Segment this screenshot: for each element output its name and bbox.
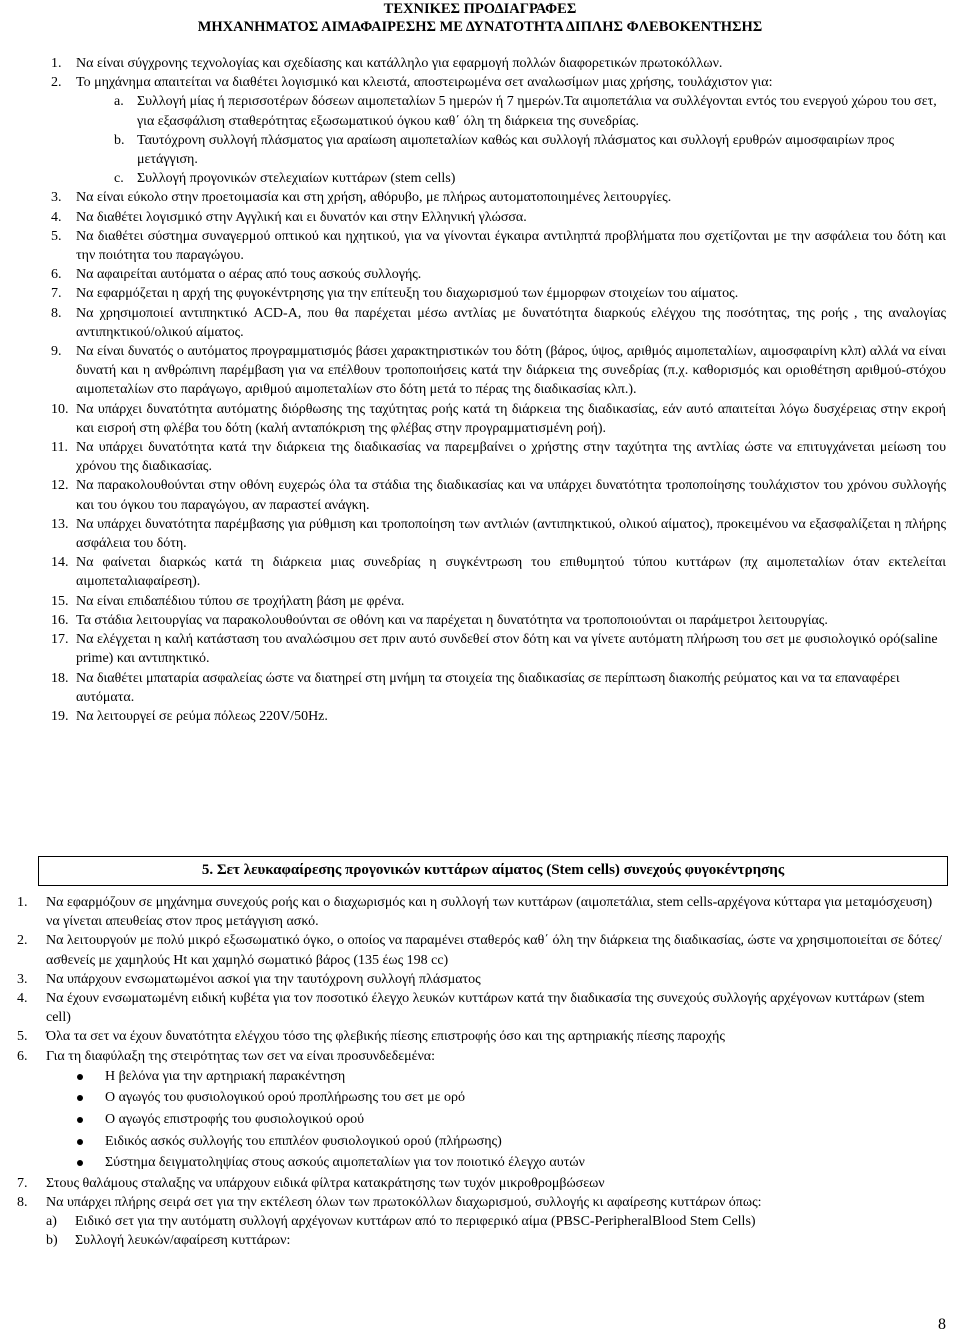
item-text: Να είναι εύκολο στην προετοιμασία και στη χρήση, αθόρυβο, με πλήρως αυτοματοποιημένες λειτουργίες.	[76, 190, 672, 206]
list-item	[0, 592, 960, 611]
list-item	[0, 611, 960, 630]
list-item	[0, 208, 960, 227]
item-text: Συλλογή μίας ή περισσοτέρων δόσεων αιμοπεταλίων 5 ημερών ή 7 ημερών.Τα αιμοπετάλια να συλλέγονται εντός του ενεργού χώρου του σετ, για εξασφάλιση σταθερότητας εξωσωματικού όγκου καθ΄ όλη τη διάρκεια της συνεδρίας.	[137, 94, 937, 129]
bullet-icon	[77, 1160, 83, 1166]
list-item	[0, 284, 960, 303]
item-text: Το μηχάνημα απαιτείται να διαθέτει λογισμικό και κλειστά, αποστειρωμένα σετ αναλωσίμων μιας χρήσης, τουλάχιστον για:	[76, 75, 773, 91]
list-sub-item	[0, 169, 960, 188]
item-text: Να εφαρμόζουν σε μηχάνημα συνεχούς ροής και ο διαχωρισμός και η συλλογή των κυττάρων (αιμοπετάλια, stem cells-αρχέγονα κύτταρα για μεταμόσχευση) να γίνεται απευθείας στον προς μετάγγιση ασκό.	[46, 895, 933, 930]
item-number: 18.	[51, 670, 69, 686]
item-number: 9.	[51, 344, 62, 360]
list-item	[0, 893, 960, 931]
item-text: Να εφαρμόζεται η αρχή της φυγοκέντρησης για την επίτευξη του διαχωρισμού των έμμορφων στοιχείων του αίματος.	[76, 286, 739, 302]
bullet-icon	[77, 1074, 83, 1080]
item-number: 10.	[51, 401, 69, 417]
bullet-text: Ειδικός ασκός συλλογής του επιπλέον φυσιολογικού ορού (πλήρωσης)	[105, 1133, 502, 1149]
item-number: 2.	[17, 933, 28, 949]
item-number: 19.	[51, 708, 69, 724]
list-sub-item	[0, 1212, 960, 1231]
item-letter: c.	[114, 171, 124, 187]
page-number: 8	[938, 1316, 946, 1333]
item-number: 2.	[51, 75, 62, 91]
list-item	[0, 476, 960, 514]
list-sub-item	[0, 131, 960, 169]
item-number: 7.	[17, 1175, 28, 1191]
item-number: 7.	[51, 286, 62, 302]
list-item	[0, 553, 960, 591]
item-number: 1.	[51, 56, 62, 71]
item-text: Να ελέγχεται η καλή κατάσταση του αναλώσιμου σετ πριν αυτό συνδεθεί στον δότη και να γίνετε αυτόματη πλήρωση του σετ με φυσιολογικό ορό(saline prime) και αντιπηκτικό.	[76, 632, 938, 667]
item-text: Να υπάρχουν ενσωματωμένοι ασκοί για την ταυτόχρονη συλλογή πλάσματος	[46, 971, 481, 987]
item-text: Τα στάδια λειτουργίας να παρακολουθούνται σε οθόνη και να παρέχεται η δυνατότητα να τροποποιούνται οι παράμετροι λειτουργίας.	[76, 612, 828, 628]
item-number: 14.	[51, 555, 69, 571]
item-number: 6.	[51, 267, 62, 283]
list-item	[0, 188, 960, 207]
item-text: Να υπάρχει δυνατότητα αυτόματης διόρθωσης της ταχύτητας ροής κατά τη διάρκεια της διαδικασίας, εάν αυτό απαιτείται λόγω δυσχέρειας στην εκροή και εισροή στη φλέβα του δότη (καλή ανταπόκριση της φλέβας στην προγραμματισμένη ροή).	[76, 401, 946, 436]
item-text: Να υπάρχει δυνατότητα παρέμβασης για ρύθμιση και τροποποίηση των αντλιών (αντιπηκτικού, ολικού αίματος), προκειμένου να εξασφαλίζεται η πλήρης ασφάλεια του δότη.	[76, 516, 946, 552]
item-text: Να είναι δυνατός ο αυτόματος προγραμματισμός βάσει χαρακτηριστικών του δότη (βάρος, ύψος, αριθμός αιμοπεταλίων, αιμοσφαιρίνη κλπ) αλλά να είναι δυνατή και η ανθρώπινη παρέμβαση για να επέλθουν τροποποιήσεις κατά την διάρκεια της συνεδρίας (π.χ. καθορισμός και οριοθέτηση αριθμού-στόχου αιμοπεταλίων στο παράγωγο, αριθμού αιμοπεταλίων στο δότη μετά το πέρας της διαδικασίας κλπ.).	[76, 344, 946, 398]
list-item	[0, 1193, 960, 1212]
list-item	[0, 989, 960, 1027]
item-letter: b.	[114, 132, 125, 148]
item-number: 1.	[17, 895, 28, 910]
bullet-icon	[77, 1095, 83, 1101]
item-text: Να παρακολουθούνται στην οθόνη ευχερώς όλα τα στάδια της διαδικασίας και να υπάρχει δυνατότητα τροποποίησης τουλάχιστον του χρόνου συλλογής και του όγκου του παραγώγου, αν παραστεί ανάγκη.	[76, 478, 946, 513]
list-item	[0, 342, 960, 400]
item-text: Όλα τα σετ να έχουν δυνατότητα ελέγχου τόσο της φλεβικής πίεσης επιστροφής όσο και της αρτηριακής πίεσης παροχής	[46, 1029, 725, 1045]
list-item	[0, 304, 960, 342]
item-number: 4.	[17, 991, 28, 1007]
item-number: 12.	[51, 478, 69, 494]
bullet-icon	[77, 1117, 83, 1123]
list-sub-item	[0, 1231, 960, 1250]
item-text: Να διαθέτει μπαταρία ασφαλείας ώστε να διατηρεί στη μνήμη τα στοιχεία της διαδικασίας σε περίπτωση διακοπής ρεύματος και να τα επαναφέρει αυτόματα.	[76, 670, 900, 705]
bullet-item	[0, 1087, 960, 1109]
item-letter: b)	[46, 1233, 58, 1249]
list-item	[0, 515, 960, 553]
item-number: 8.	[51, 305, 62, 321]
list-item	[0, 1174, 960, 1193]
list-item	[0, 630, 960, 668]
bullet-text: Σύστημα δειγματοληψίας στους ασκούς αιμοπεταλίων για τον ποιοτικό έλεγχο αυτών	[105, 1155, 585, 1171]
item-text: Ταυτόχρονη συλλογή πλάσματος για αραίωση αιμοπεταλίων καθώς και συλλογή πλάσματος και συλλογή ερυθρών αιμοσφαιρίων προς μετάγγιση.	[137, 132, 894, 168]
list-item	[0, 54, 960, 73]
specifications-list	[0, 54, 960, 726]
bullet-icon	[77, 1139, 83, 1145]
item-letter: a)	[46, 1214, 57, 1230]
document-subtitle: ΜΗΧΑΝΗΜΑΤΟΣ ΑΙΜΑΦΑΙΡΕΣΗΣ ΜΕ ΔΥΝΑΤΟΤΗΤΑ ΔΙΠΛΗΣ ΦΛΕΒΟΚΕΝΤΗΣΗΣ	[197, 19, 763, 35]
bullet-text: Η βελόνα για την αρτηριακή παρακέντηση	[105, 1068, 346, 1084]
item-text: Να φαίνεται διαρκώς κατά τη διάρκεια μιας συνεδρίας η συγκέντρωση του επιθυμητού τύπου κυττάρων (πχ αιμοπεταλίων όταν εκτελείται αιμοπεταλιαφαίρεση).	[76, 555, 946, 590]
list-item	[0, 265, 960, 284]
item-text: Συλλογή λευκών/αφαίρεση κυττάρων:	[75, 1233, 291, 1249]
list-sub-item	[0, 92, 960, 130]
list-item	[0, 1027, 960, 1046]
item-number: 8.	[17, 1195, 28, 1210]
item-number: 3.	[17, 971, 28, 987]
list-item	[0, 227, 960, 265]
item-text: Συλλογή προγονικών στελεχιαίων κυττάρων (stem cells)	[137, 171, 456, 187]
bullet-item	[0, 1109, 960, 1131]
list-item	[0, 707, 960, 726]
item-number: 13.	[51, 516, 69, 532]
section-heading-box	[38, 856, 948, 886]
item-text: Να είναι επιδαπέδιου τύπου σε τροχήλατη βάση με φρένα.	[76, 593, 405, 609]
item-number: 11.	[51, 440, 68, 456]
bullet-item	[0, 1066, 960, 1088]
item-number: 16.	[51, 612, 69, 628]
stem-cell-set-list	[0, 893, 960, 1251]
list-item	[0, 931, 960, 969]
bullet-text: Ο αγωγός του φυσιολογικού ορού προπλήρωσης του σετ με ορό	[105, 1090, 466, 1106]
item-text: Στους θαλάμους σταλαξης να υπάρχουν ειδικά φίλτρα κατακράτησης των τυχόν μικροθρομβώσεων	[46, 1175, 605, 1191]
bullet-item	[0, 1131, 960, 1153]
item-text: Να διαθέτει σύστημα συναγερμού οπτικού και ηχητικού, για να γίνονται έγκαιρα αντιληπτά προβλήματα που σχετίζονται με την ασφάλεια του δότη και την ποιότητα του παραγώγου.	[76, 228, 946, 264]
list-item	[0, 1047, 960, 1066]
item-text: Ειδικό σετ για την αυτόματη συλλογή αρχέγονων κυττάρων από το περιφερικό αίμα (PBSC-PeripheralBlood Stem Cells)	[75, 1214, 756, 1230]
list-item	[0, 400, 960, 438]
item-number: 6.	[17, 1048, 28, 1064]
item-text: Να χρησιμοποιεί αντιπηκτικό ACD-A, που θα παρέχεται μέσω αντλίας με δυνατότητα διαρκούς ελέγχου της ποσότητας, της ροής , της αναλογίας αντιπηκτικού/ολικού αίματος.	[76, 305, 946, 340]
item-number: 15.	[51, 593, 69, 609]
item-letter: a.	[114, 94, 124, 110]
item-number: 3.	[51, 190, 62, 206]
item-text: Να αφαιρείται αυτόματα ο αέρας από τους ασκούς συλλογής.	[76, 267, 422, 283]
section-title: 5. Σετ λευκαφαίρεσης προγονικών κυττάρων αίματος (Stem cells) συνεχούς φυγοκέντρησης	[201, 862, 785, 878]
list-item	[0, 438, 960, 476]
list-item	[0, 669, 960, 707]
item-text: Να λειτουργεί σε ρεύμα πόλεως 220V/50Hz.	[76, 708, 328, 724]
bullet-text: Ο αγωγός επιστροφής του φυσιολογικού ορού	[105, 1112, 365, 1128]
document-title: ΤΕΧΝΙΚΕΣ ΠΡΟΔΙΑΓΡΑΦΕΣ	[383, 1, 577, 17]
item-number: 5.	[51, 228, 62, 244]
item-text: Για τη διαφύλαξη της στειρότητας των σετ να είναι προσυνδεδεμένα:	[46, 1048, 436, 1064]
item-number: 17.	[51, 632, 69, 648]
item-text: Να διαθέτει λογισμικό στην Αγγλική και ει δυνατόν και στην Ελληνική γλώσσα.	[76, 209, 527, 225]
item-number: 5.	[17, 1029, 28, 1045]
item-number: 4.	[51, 209, 62, 225]
bullet-item	[0, 1152, 960, 1174]
item-text: Να είναι σύγχρονης τεχνολογίας και σχεδίασης και κατάλληλο για εφαρμογή πολλών διαφορετικών πρωτοκόλλων.	[76, 56, 723, 71]
list-item	[0, 73, 960, 92]
item-text: Να έχουν ενσωματωμένη ειδική κυβέτα για τον ποσοτικό έλεγχο λευκών κυττάρων κατά την διαδικασία της συνεχούς συλλογής αρχέγονων κυττάρων (stem cell)	[46, 991, 925, 1026]
item-text: Να υπάρχει πλήρης σειρά σετ για την εκτέλεση όλων των πρωτοκόλλων διαχωρισμού, συλλογής κι αφαίρεσης κυττάρων όπως:	[46, 1195, 762, 1210]
item-text: Να λειτουργούν με πολύ μικρό εξωσωματικό όγκο, ο οποίος να παραμένει σταθερός καθ΄ όλη την διάρκεια της διαδικασίας, ώστε να χρησιμοποιείται σε δότες/ασθενείς με χαμηλούς Ht και χαμηλό σωματικό βάρος (135 έως 198 cc)	[46, 933, 942, 968]
list-item	[0, 970, 960, 989]
item-text: Να υπάρχει δυνατότητα κατά την διάρκεια της διαδικασίας να παρεμβαίνει ο χρήστης στην ταχύτητα της αντλίας ώστε να επιτυγχάνεται μείωση του χρόνου της διαδικασίας.	[76, 440, 946, 475]
